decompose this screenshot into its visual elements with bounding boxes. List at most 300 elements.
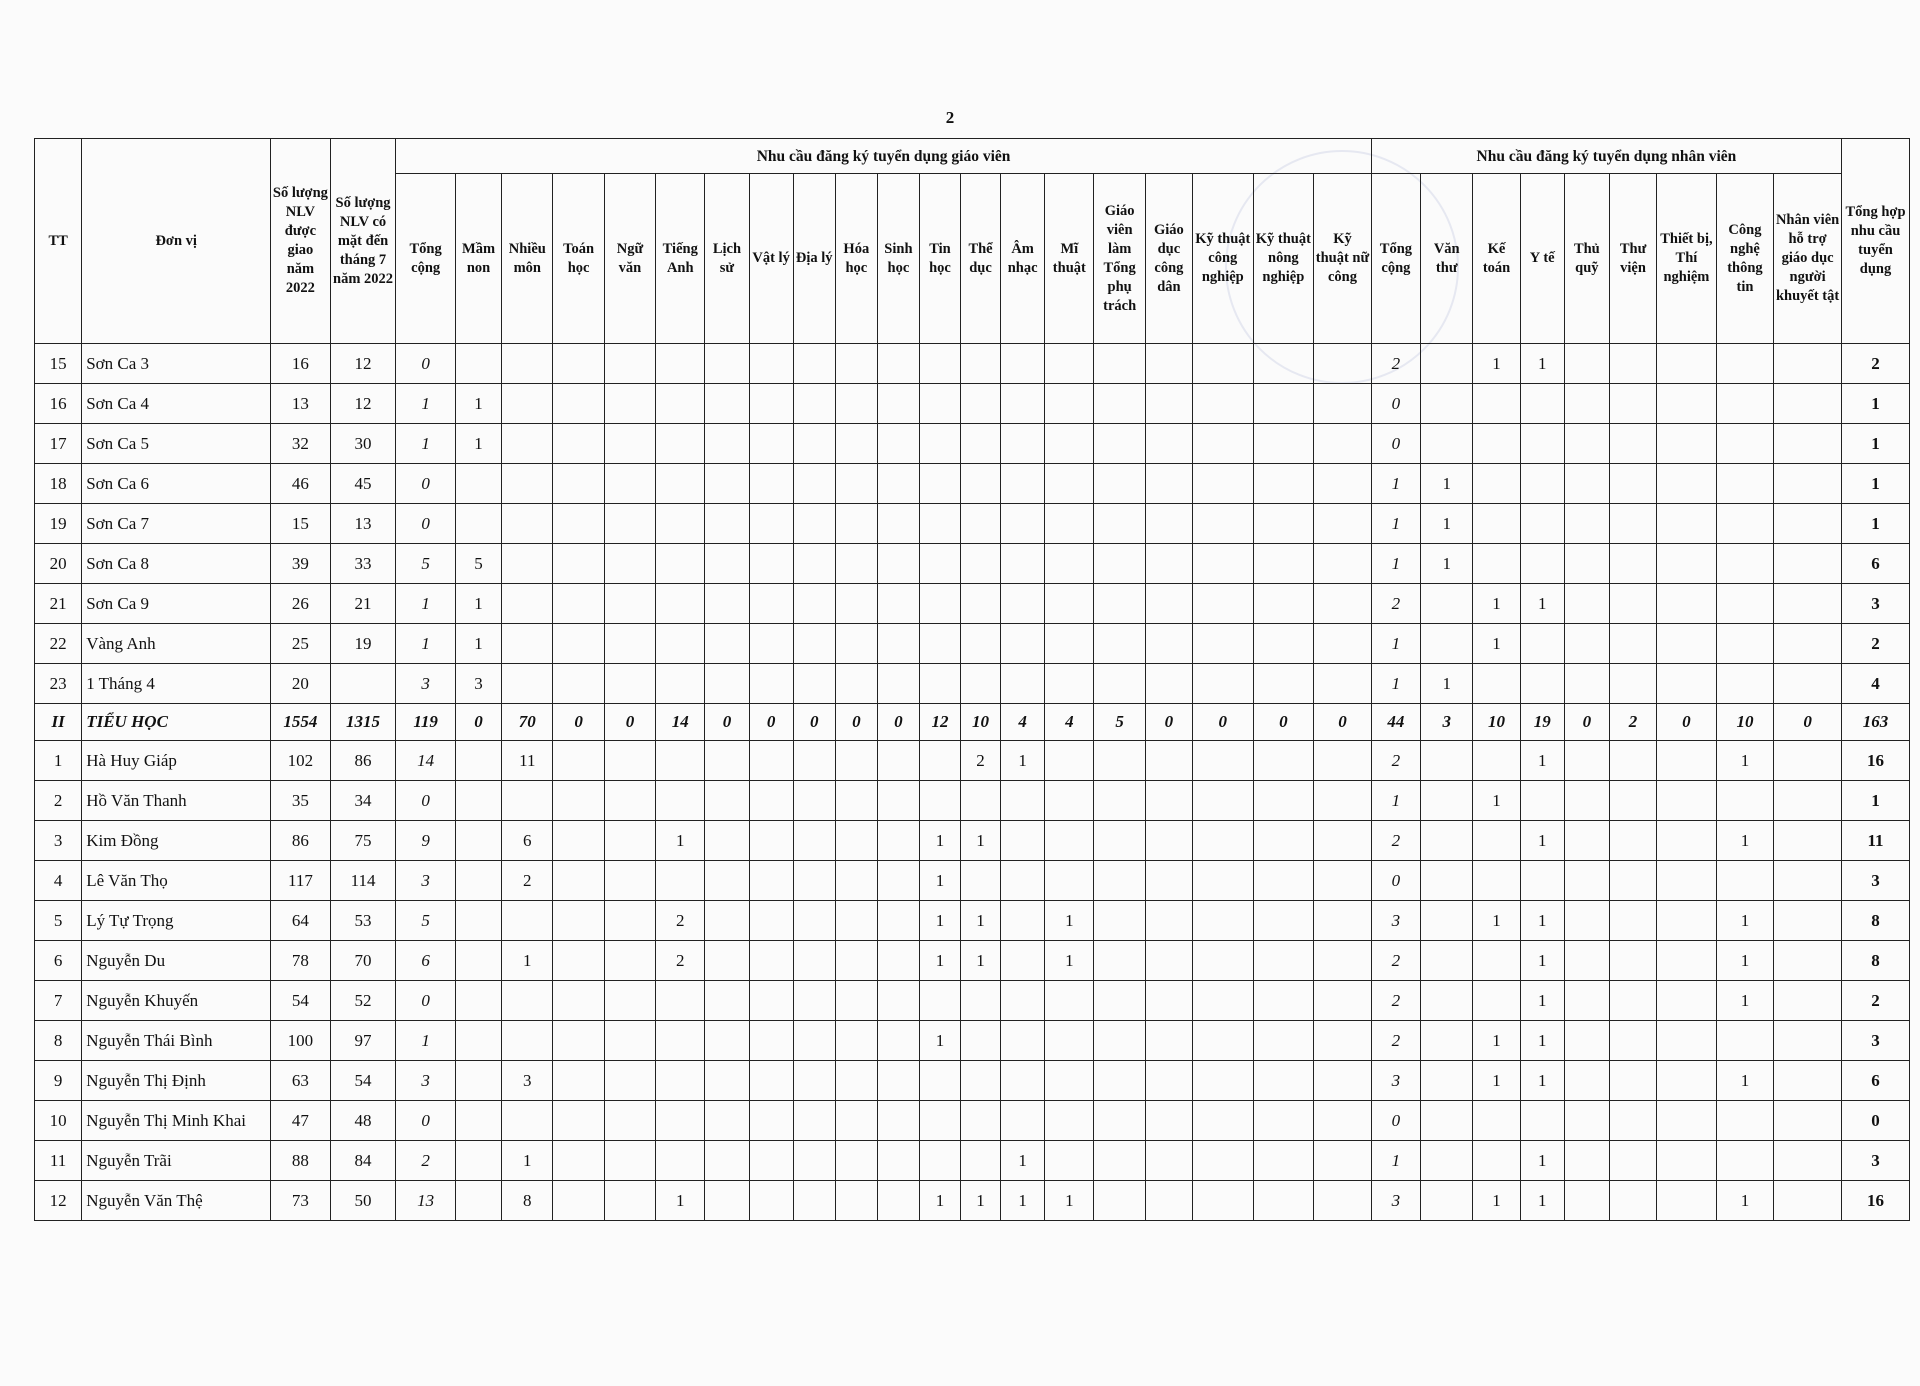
staff-cell <box>1421 1141 1473 1181</box>
row-tt: 12 <box>35 1181 82 1221</box>
staff-cell <box>1657 384 1717 424</box>
teacher-cell <box>1094 1101 1145 1141</box>
teacher-cell <box>604 981 655 1021</box>
teacher-cell <box>1145 941 1192 981</box>
row-assigned: 64 <box>271 901 331 941</box>
staff-cell <box>1657 1141 1717 1181</box>
teacher-cell: 3 <box>396 664 456 704</box>
teacher-cell <box>656 981 705 1021</box>
teacher-col-header: Giáo dục công dân <box>1145 174 1192 344</box>
table-row <box>35 664 1910 704</box>
staff-cell: 3 <box>1371 1181 1420 1221</box>
teacher-cell <box>961 384 1001 424</box>
teacher-cell <box>749 664 793 704</box>
teacher-cell <box>553 1101 604 1141</box>
row-tt: 4 <box>35 861 82 901</box>
teacher-cell <box>919 741 960 781</box>
teacher-cell <box>1094 1021 1145 1061</box>
row-assigned: 63 <box>271 1061 331 1101</box>
teacher-cell <box>604 624 655 664</box>
row-assigned: 88 <box>271 1141 331 1181</box>
staff-cell <box>1609 1061 1656 1101</box>
teacher-cell <box>455 741 501 781</box>
teacher-cell <box>1193 384 1254 424</box>
teacher-cell <box>749 624 793 664</box>
teacher-cell <box>877 1101 919 1141</box>
staff-cell <box>1716 384 1773 424</box>
staff-cell <box>1421 1181 1473 1221</box>
staff-cell <box>1609 504 1656 544</box>
teacher-col-header: Âm nhạc <box>1001 174 1045 344</box>
teacher-cell <box>1145 1061 1192 1101</box>
teacher-cell <box>919 664 960 704</box>
staff-cell <box>1657 781 1717 821</box>
row-assigned: 20 <box>271 664 331 704</box>
row-tt: 1 <box>35 741 82 781</box>
teacher-cell <box>553 1141 604 1181</box>
teacher-cell <box>1045 781 1094 821</box>
staff-cell <box>1774 861 1842 901</box>
teacher-cell <box>705 584 749 624</box>
row-unit: Sơn Ca 9 <box>82 584 271 624</box>
staff-cell <box>1774 384 1842 424</box>
teacher-cell <box>656 664 705 704</box>
teacher-cell <box>1253 901 1314 941</box>
row-assigned: 1554 <box>271 704 331 741</box>
teacher-cell <box>1314 624 1372 664</box>
teacher-cell <box>1314 781 1372 821</box>
teacher-cell <box>1314 1141 1372 1181</box>
teacher-cell <box>749 861 793 901</box>
staff-cell <box>1421 821 1473 861</box>
staff-cell: 2 <box>1371 941 1420 981</box>
teacher-cell <box>1094 741 1145 781</box>
teacher-cell <box>455 901 501 941</box>
staff-cell <box>1774 424 1842 464</box>
teacher-cell <box>1094 1141 1145 1181</box>
staff-cell <box>1716 464 1773 504</box>
row-unit: Nguyễn Thị Minh Khai <box>82 1101 271 1141</box>
staff-cell: 1 <box>1371 624 1420 664</box>
teacher-cell <box>749 1101 793 1141</box>
teacher-cell <box>835 464 877 504</box>
teacher-cell <box>877 901 919 941</box>
staff-cell <box>1716 861 1773 901</box>
table-row <box>35 901 1910 941</box>
staff-cell <box>1774 624 1842 664</box>
staff-cell: 1 <box>1371 504 1420 544</box>
teacher-cell <box>1314 424 1372 464</box>
staff-cell <box>1473 664 1520 704</box>
row-assigned: 26 <box>271 584 331 624</box>
teacher-cell <box>656 504 705 544</box>
teacher-cell <box>877 624 919 664</box>
table-row <box>35 821 1910 861</box>
row-tt: 11 <box>35 1141 82 1181</box>
teacher-cell <box>1045 464 1094 504</box>
teacher-cell: 1 <box>656 821 705 861</box>
row-grand-total: 8 <box>1842 901 1910 941</box>
teacher-cell <box>705 1181 749 1221</box>
teacher-cell <box>835 344 877 384</box>
staff-cell <box>1520 464 1564 504</box>
table-row <box>35 544 1910 584</box>
staff-cell <box>1657 1021 1717 1061</box>
teacher-cell <box>604 1021 655 1061</box>
staff-cell <box>1716 624 1773 664</box>
teacher-cell: 1 <box>1045 901 1094 941</box>
row-present: 70 <box>330 941 396 981</box>
row-grand-total: 2 <box>1842 344 1910 384</box>
row-grand-total: 1 <box>1842 464 1910 504</box>
teacher-cell <box>877 861 919 901</box>
teacher-cell <box>1193 901 1254 941</box>
staff-cell: 19 <box>1520 704 1564 741</box>
table-body <box>35 344 1910 1221</box>
staff-cell: 1 <box>1716 981 1773 1021</box>
teacher-cell <box>1094 344 1145 384</box>
staff-cell <box>1520 624 1564 664</box>
staff-cell: 0 <box>1371 861 1420 901</box>
row-tt: 20 <box>35 544 82 584</box>
staff-col-header: Nhân viên hỗ trợ giáo dục người khuyết tật <box>1774 174 1842 344</box>
staff-cell <box>1520 424 1564 464</box>
teacher-cell <box>1094 664 1145 704</box>
staff-cell <box>1774 1021 1842 1061</box>
row-grand-total: 3 <box>1842 1021 1910 1061</box>
staff-cell <box>1609 1181 1656 1221</box>
staff-cell <box>1774 504 1842 544</box>
teacher-cell <box>705 941 749 981</box>
row-grand-total: 1 <box>1842 781 1910 821</box>
row-assigned: 39 <box>271 544 331 584</box>
staff-cell <box>1564 861 1609 901</box>
teacher-cell <box>455 821 501 861</box>
staff-cell: 0 <box>1371 1101 1420 1141</box>
teacher-cell <box>793 464 835 504</box>
staff-cell <box>1473 981 1520 1021</box>
teacher-cell: 0 <box>749 704 793 741</box>
teacher-cell <box>656 384 705 424</box>
row-unit: Hồ Văn Thanh <box>82 781 271 821</box>
teacher-col-header: Mĩ thuật <box>1045 174 1094 344</box>
teacher-cell <box>877 741 919 781</box>
teacher-cell: 1 <box>502 941 553 981</box>
teacher-cell <box>835 821 877 861</box>
recruitment-table <box>34 138 1910 1221</box>
teacher-cell <box>919 981 960 1021</box>
teacher-cell: 0 <box>396 464 456 504</box>
row-tt: 9 <box>35 1061 82 1101</box>
staff-cell: 1 <box>1716 1181 1773 1221</box>
teacher-cell <box>1045 664 1094 704</box>
teacher-cell <box>1045 1061 1094 1101</box>
teacher-cell <box>553 504 604 544</box>
staff-cell <box>1473 1101 1520 1141</box>
staff-cell <box>1520 1101 1564 1141</box>
teacher-cell <box>1253 1021 1314 1061</box>
teacher-cell <box>961 1101 1001 1141</box>
table-row <box>35 1101 1910 1141</box>
teacher-cell <box>1145 741 1192 781</box>
teacher-col-header: Hóa học <box>835 174 877 344</box>
teacher-cell <box>1045 584 1094 624</box>
teacher-cell <box>961 1061 1001 1101</box>
row-tt: 10 <box>35 1101 82 1141</box>
row-assigned: 73 <box>271 1181 331 1221</box>
staff-cell <box>1609 861 1656 901</box>
teacher-cell <box>919 464 960 504</box>
row-unit: Kim Đồng <box>82 821 271 861</box>
staff-cell <box>1774 544 1842 584</box>
teacher-cell: 0 <box>1193 704 1254 741</box>
staff-col-header: Y tế <box>1520 174 1564 344</box>
teacher-cell: 1 <box>1001 741 1045 781</box>
teacher-cell: 1 <box>961 901 1001 941</box>
row-present: 50 <box>330 1181 396 1221</box>
teacher-cell <box>835 1061 877 1101</box>
teacher-cell <box>835 981 877 1021</box>
teacher-cell <box>1045 424 1094 464</box>
teacher-cell <box>1045 544 1094 584</box>
teacher-cell <box>455 781 501 821</box>
teacher-cell <box>749 821 793 861</box>
teacher-cell: 13 <box>396 1181 456 1221</box>
staff-cell <box>1564 584 1609 624</box>
teacher-col-header: Lịch sử <box>705 174 749 344</box>
staff-cell: 10 <box>1473 704 1520 741</box>
staff-cell <box>1564 664 1609 704</box>
teacher-cell: 0 <box>396 781 456 821</box>
teacher-cell <box>502 624 553 664</box>
teacher-cell <box>705 1021 749 1061</box>
teacher-cell <box>1193 741 1254 781</box>
teacher-cell <box>1193 464 1254 504</box>
teacher-cell <box>502 464 553 504</box>
row-unit: Nguyễn Trãi <box>82 1141 271 1181</box>
staff-cell <box>1564 464 1609 504</box>
teacher-cell: 1 <box>919 901 960 941</box>
teacher-cell <box>604 1061 655 1101</box>
row-assigned: 117 <box>271 861 331 901</box>
teacher-cell: 1 <box>919 1021 960 1061</box>
teacher-cell <box>1045 1141 1094 1181</box>
staff-cell <box>1774 344 1842 384</box>
staff-cell <box>1609 584 1656 624</box>
teacher-cell <box>1193 1101 1254 1141</box>
staff-col-header: Văn thư <box>1421 174 1473 344</box>
teacher-cell <box>604 424 655 464</box>
teacher-cell <box>502 424 553 464</box>
teacher-cell <box>553 1181 604 1221</box>
teacher-cell <box>1094 424 1145 464</box>
teacher-cell <box>1145 821 1192 861</box>
staff-cell <box>1520 504 1564 544</box>
staff-cell <box>1520 544 1564 584</box>
staff-cell <box>1609 424 1656 464</box>
teacher-cell <box>835 424 877 464</box>
teacher-cell <box>553 861 604 901</box>
staff-cell: 2 <box>1371 584 1420 624</box>
teacher-cell <box>1145 981 1192 1021</box>
teacher-cell <box>1193 941 1254 981</box>
row-unit: Nguyễn Thái Bình <box>82 1021 271 1061</box>
row-unit: Lý Tự Trọng <box>82 901 271 941</box>
row-assigned: 46 <box>271 464 331 504</box>
staff-cell <box>1609 741 1656 781</box>
row-present: 12 <box>330 344 396 384</box>
teacher-cell: 5 <box>1094 704 1145 741</box>
teacher-cell <box>705 504 749 544</box>
row-tt: 23 <box>35 664 82 704</box>
staff-col-header: Kế toán <box>1473 174 1520 344</box>
teacher-cell <box>749 981 793 1021</box>
teacher-cell <box>1193 1181 1254 1221</box>
teacher-cell: 0 <box>604 704 655 741</box>
staff-cell <box>1716 584 1773 624</box>
teacher-cell <box>455 1021 501 1061</box>
teacher-cell <box>656 544 705 584</box>
staff-cell <box>1564 384 1609 424</box>
teacher-cell <box>749 781 793 821</box>
teacher-cell <box>835 1141 877 1181</box>
teacher-col-header: Tổng cộng <box>396 174 456 344</box>
teacher-cell: 0 <box>1145 704 1192 741</box>
row-tt: 21 <box>35 584 82 624</box>
teacher-cell <box>1045 624 1094 664</box>
staff-cell <box>1774 1101 1842 1141</box>
teacher-cell <box>705 781 749 821</box>
teacher-cell <box>1314 1061 1372 1101</box>
staff-cell <box>1609 1141 1656 1181</box>
teacher-cell <box>553 1021 604 1061</box>
staff-cell <box>1421 624 1473 664</box>
staff-cell <box>1657 861 1717 901</box>
teacher-cell <box>1314 901 1372 941</box>
table-row <box>35 424 1910 464</box>
teacher-cell <box>705 664 749 704</box>
teacher-cell <box>919 1061 960 1101</box>
teacher-cell <box>793 544 835 584</box>
teacher-cell <box>919 1101 960 1141</box>
row-tt: 15 <box>35 344 82 384</box>
teacher-cell <box>553 464 604 504</box>
teacher-cell <box>455 464 501 504</box>
teacher-cell <box>705 901 749 941</box>
teacher-cell <box>1314 941 1372 981</box>
staff-cell <box>1716 424 1773 464</box>
teacher-cell <box>1001 344 1045 384</box>
staff-cell <box>1609 344 1656 384</box>
teacher-cell <box>749 504 793 544</box>
teacher-cell <box>877 584 919 624</box>
teacher-cell <box>1094 464 1145 504</box>
teacher-cell <box>1145 384 1192 424</box>
teacher-cell <box>1001 821 1045 861</box>
teacher-cell <box>1001 941 1045 981</box>
staff-cell <box>1421 1101 1473 1141</box>
staff-cell: 1 <box>1520 901 1564 941</box>
staff-cell <box>1774 584 1842 624</box>
teacher-cell <box>919 424 960 464</box>
teacher-cell <box>1314 981 1372 1021</box>
staff-cell <box>1657 464 1717 504</box>
teacher-cell <box>877 1141 919 1181</box>
teacher-cell <box>1314 344 1372 384</box>
staff-cell: 1 <box>1421 464 1473 504</box>
staff-cell: 2 <box>1371 344 1420 384</box>
teacher-cell <box>1193 1021 1254 1061</box>
teacher-cell <box>1253 504 1314 544</box>
staff-cell <box>1473 544 1520 584</box>
teacher-cell <box>1253 1061 1314 1101</box>
teacher-cell <box>961 424 1001 464</box>
teacher-cell <box>1314 1021 1372 1061</box>
staff-cell <box>1421 781 1473 821</box>
row-unit: 1 Tháng 4 <box>82 664 271 704</box>
teacher-cell <box>877 504 919 544</box>
teacher-cell: 1 <box>1001 1141 1045 1181</box>
teacher-cell: 5 <box>396 901 456 941</box>
teacher-cell: 1 <box>455 624 501 664</box>
teacher-col-header: Ngữ văn <box>604 174 655 344</box>
staff-cell <box>1520 384 1564 424</box>
teacher-cell <box>604 544 655 584</box>
teacher-cell <box>793 781 835 821</box>
teacher-cell <box>553 821 604 861</box>
teacher-cell <box>502 384 553 424</box>
teacher-cell: 0 <box>396 1101 456 1141</box>
col-tt: TT <box>35 139 82 344</box>
staff-cell <box>1520 861 1564 901</box>
staff-cell <box>1774 464 1842 504</box>
staff-cell <box>1564 504 1609 544</box>
table-row <box>35 981 1910 1021</box>
teacher-cell <box>793 384 835 424</box>
row-present: 21 <box>330 584 396 624</box>
teacher-cell: 1 <box>656 1181 705 1221</box>
teacher-cell: 1 <box>396 384 456 424</box>
teacher-cell <box>1253 544 1314 584</box>
teacher-cell <box>961 781 1001 821</box>
teacher-cell <box>877 664 919 704</box>
teacher-cell <box>553 584 604 624</box>
teacher-cell <box>1145 781 1192 821</box>
staff-cell: 0 <box>1371 384 1420 424</box>
staff-cell: 2 <box>1371 1021 1420 1061</box>
staff-cell <box>1421 1021 1473 1061</box>
staff-cell <box>1473 861 1520 901</box>
teacher-cell <box>961 664 1001 704</box>
staff-cell: 1 <box>1473 1021 1520 1061</box>
teacher-cell <box>604 1101 655 1141</box>
teacher-cell <box>553 384 604 424</box>
staff-cell: 1 <box>1421 544 1473 584</box>
teacher-cell <box>1045 741 1094 781</box>
row-tt: 19 <box>35 504 82 544</box>
teacher-col-header: Tin học <box>919 174 960 344</box>
teacher-cell <box>455 861 501 901</box>
teacher-cell <box>1193 821 1254 861</box>
staff-cell: 1 <box>1473 1061 1520 1101</box>
teacher-cell <box>1145 901 1192 941</box>
staff-cell <box>1564 1061 1609 1101</box>
teacher-cell <box>919 544 960 584</box>
teacher-cell: 1 <box>919 941 960 981</box>
teacher-cell <box>502 584 553 624</box>
teacher-cell <box>961 624 1001 664</box>
staff-cell <box>1564 981 1609 1021</box>
